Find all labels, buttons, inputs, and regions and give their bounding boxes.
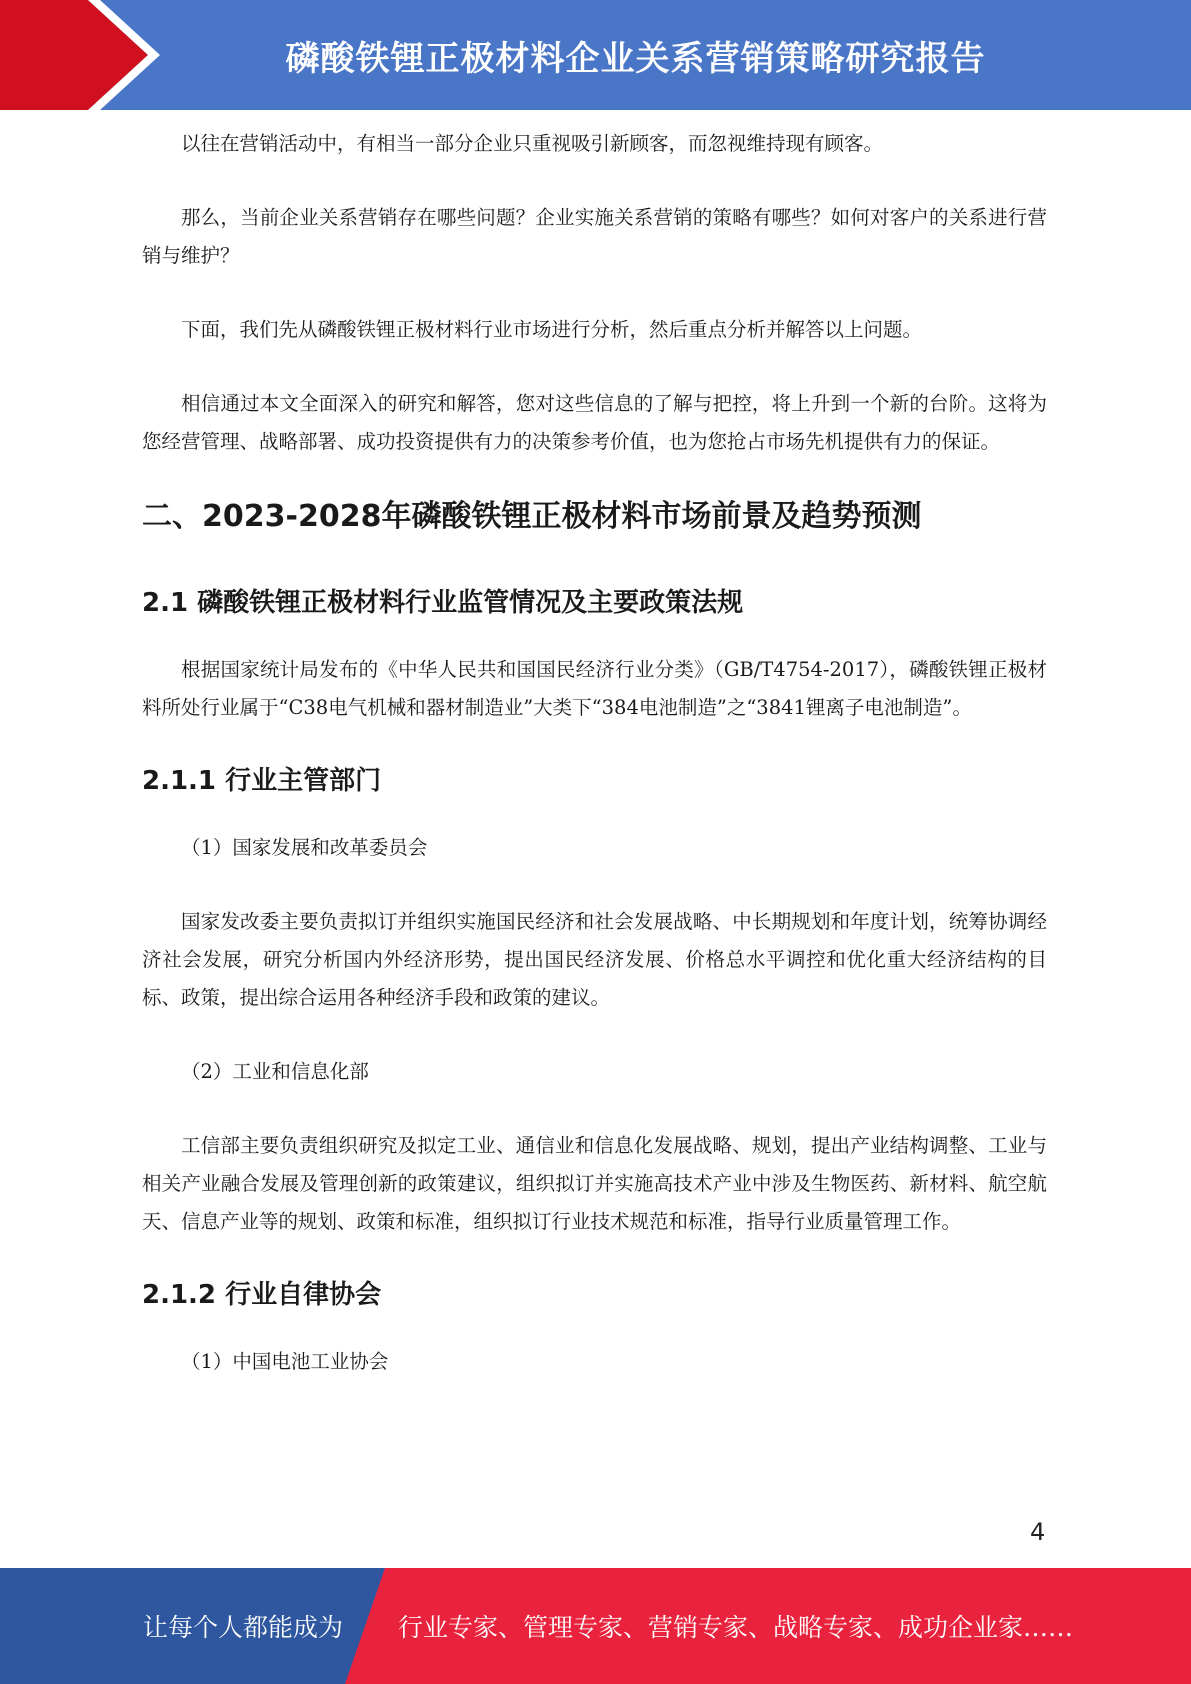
document-body (142, 125, 1047, 1417)
list-item-ndrc: （1）国家发展和改革委员会 (181, 836, 428, 859)
page-number: 4 (1030, 1518, 1046, 1546)
header-title: 磷酸铁锂正极材料企业关系营销策略研究报告 (285, 38, 986, 79)
list-item-miit: （2）工业和信息化部 (181, 1060, 369, 1083)
paragraph-4: 相信通过本文全面深入的研究和解答，您对这些信息的了解与把控，将上升到一个新的台阶。这将为您经营管理、战略部署、成功投资提供有力的决策参考价值，也为您抢占市场先机提供有力的保证。 (142, 392, 1047, 453)
header-chevron-icon (0, 0, 160, 110)
paragraph-2: 那么，当前企业关系营销存在哪些问题？企业实施关系营销的策略有哪些？如何对客户的关系进行营销与维护？ (142, 206, 1047, 267)
list-item-battery-association: （1）中国电池工业协会 (181, 1350, 389, 1373)
paragraph-1: 以往在营销活动中，有相当一部分企业只重视吸引新顾客，而忽视维持现有顾客。 (181, 132, 884, 155)
footer-slogan-left: 让每个人都能成为 (143, 1613, 344, 1642)
page-header (0, 0, 1191, 110)
subsection-heading-2-1-1: 2.1.1 行业主管部门 (142, 766, 382, 796)
subsection-heading-2-1-2: 2.1.2 行业自律协会 (142, 1280, 382, 1310)
subsection-heading-2-1: 2.1 磷酸铁锂正极材料行业监管情况及主要政策法规 (142, 588, 744, 618)
paragraph-7: 工信部主要负责组织研究及拟定工业、通信业和信息化发展战略、规划，提出产业结构调整、工业与相关产业融合发展及管理创新的政策建议，组织拟订并实施高技术产业中涉及生物医药、新材料、航空航天、信息产业等的规划、政策和标准，组织拟订行业技术规范和标准，指导行业质量管理工作。 (142, 1134, 1047, 1233)
paragraph-6: 国家发改委主要负责拟订并组织实施国民经济和社会发展战略、中长期规划和年度计划，统筹协调经济社会发展，研究分析国内外经济形势，提出国民经济发展、价格总水平调控和优化重大经济结构的目标、政策，提出综合运用各种经济手段和政策的建议。 (142, 910, 1047, 1009)
paragraph-3: 下面，我们先从磷酸铁锂正极材料行业市场进行分析，然后重点分析并解答以上问题。 (181, 318, 923, 341)
page-footer (0, 1568, 1191, 1684)
paragraph-5: 根据国家统计局发布的《中华人民共和国国民经济行业分类》（GB/T4754-2017），磷酸铁锂正极材料所处行业属于“C38电气机械和器材制造业”大类下“384电池制造”之“3841锂离子电池制造”。 (142, 658, 1047, 719)
footer-slogan-right: 行业专家、管理专家、营销专家、战略专家、成功企业家…… (398, 1613, 1074, 1642)
section-heading-2: 二、2023-2028年磷酸铁锂正极材料市场前景及趋势预测 (142, 499, 922, 534)
